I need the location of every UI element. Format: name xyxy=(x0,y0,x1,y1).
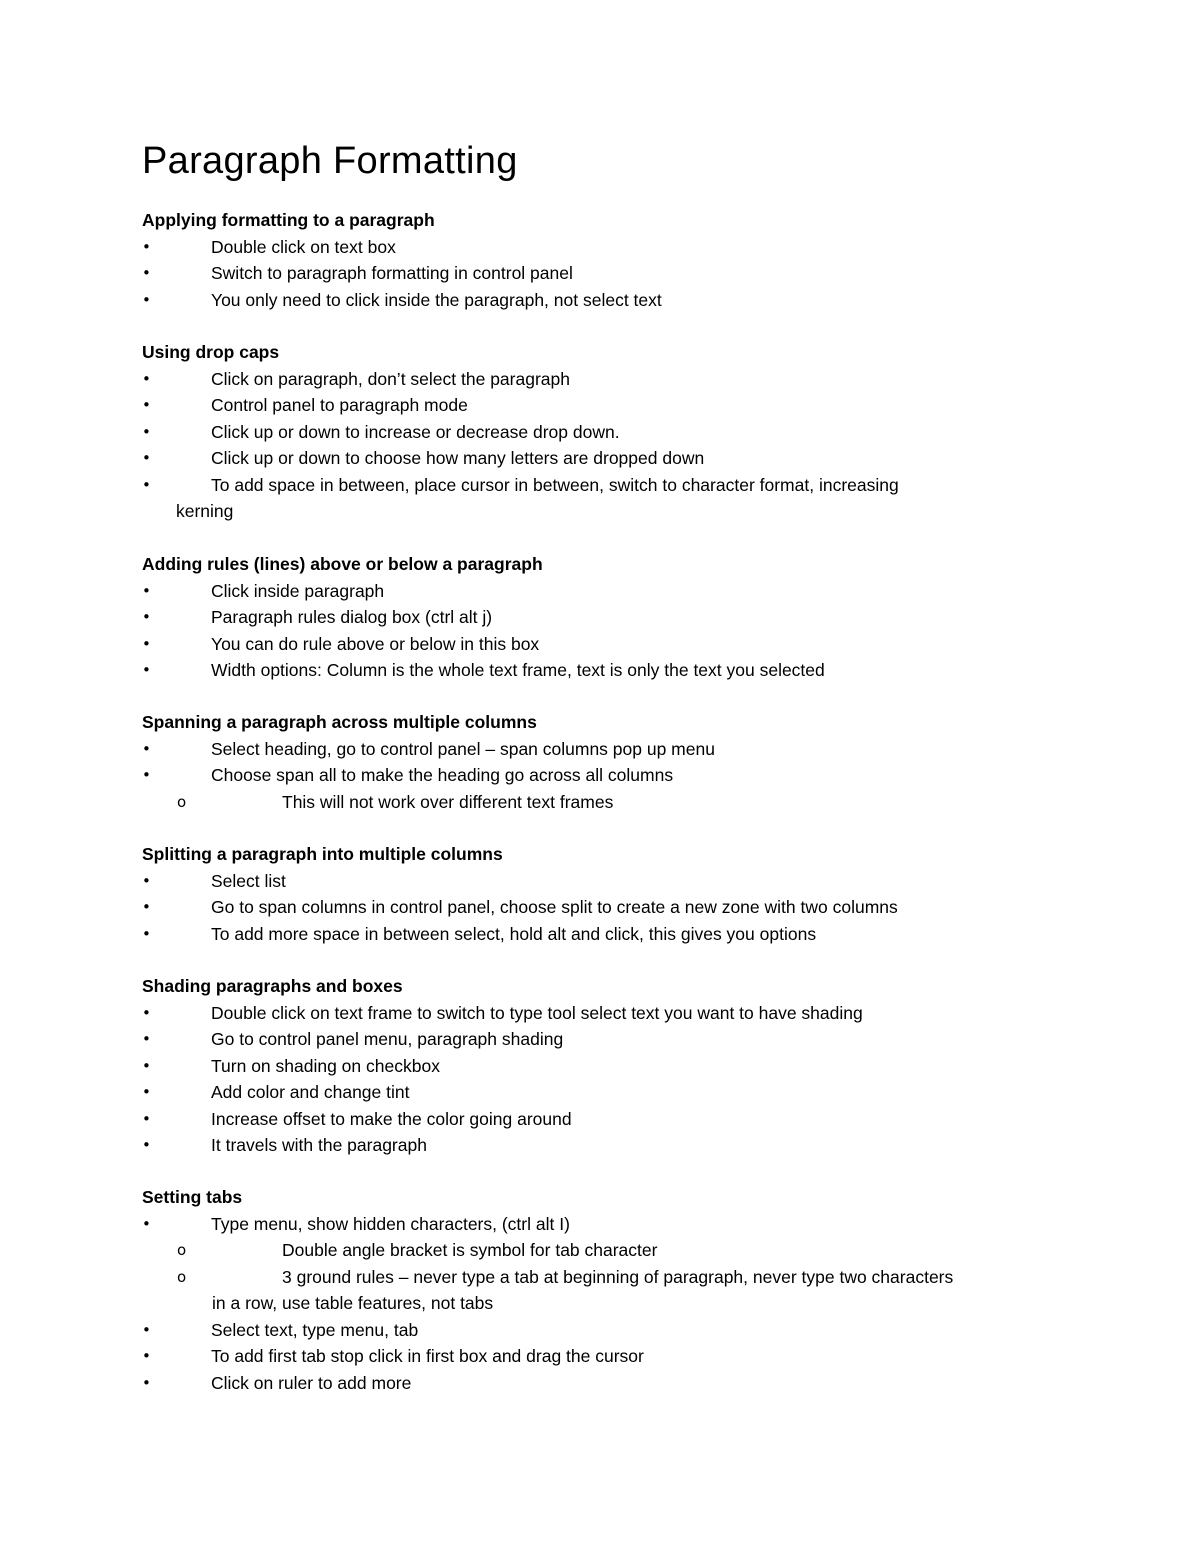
section-heading: Using drop caps xyxy=(142,342,280,362)
sub-bullet-marker: o xyxy=(177,1267,187,1286)
list-item: • You only need to click inside the paragraph, not select text xyxy=(142,287,662,314)
list-item: • Paragraph rules dialog box (ctrl alt j) xyxy=(142,604,825,631)
bullet-marker: • xyxy=(142,1320,151,1339)
section-spanning xyxy=(142,709,715,815)
bullet-marker: • xyxy=(142,608,151,626)
list-item: • Switch to paragraph formatting in control panel xyxy=(142,260,662,287)
bullet-marker: • xyxy=(142,1347,151,1365)
list-item: • Add color and change tint xyxy=(142,1079,863,1106)
bullet-marker: • xyxy=(142,1214,151,1233)
list-item: • It travels with the paragraph xyxy=(142,1132,863,1159)
list-item-continuation: kerning xyxy=(176,501,234,521)
bullet-marker: • xyxy=(142,475,151,494)
list-item: • Click up or down to choose how many letters are dropped down xyxy=(142,445,899,472)
bullet-marker: • xyxy=(142,422,151,441)
list-item: • Type menu, show hidden characters, (ctrl alt I) xyxy=(142,1211,953,1238)
section-drop-caps xyxy=(142,339,899,525)
page-title: Paragraph Formatting xyxy=(142,140,518,182)
bullet-marker: • xyxy=(142,634,151,653)
bullet-marker: • xyxy=(142,766,151,784)
section-heading: Applying formatting to a paragraph xyxy=(142,210,435,230)
bullet-marker: • xyxy=(142,1056,151,1075)
list-item: • To add more space in between select, hold alt and click, this gives you options xyxy=(142,921,898,948)
list-item: • Go to span columns in control panel, choose split to create a new zone with two columns xyxy=(142,894,898,921)
list-item: • Turn on shading on checkbox xyxy=(142,1053,863,1080)
bullet-marker: • xyxy=(142,739,151,758)
bullet-marker: • xyxy=(142,396,151,414)
bullet-marker: • xyxy=(142,661,151,679)
section-heading: Splitting a paragraph into multiple columns xyxy=(142,844,503,864)
section-heading: Spanning a paragraph across multiple columns xyxy=(142,712,537,732)
list-item: • Double click on text box xyxy=(142,234,662,261)
section-adding-rules xyxy=(142,551,825,684)
bullet-marker: • xyxy=(142,1083,151,1101)
sub-list-item: o Double angle bracket is symbol for tab character xyxy=(142,1237,953,1264)
list-item: • Click inside paragraph xyxy=(142,578,825,605)
sub-list-item: o This will not work over different text frames xyxy=(142,789,715,816)
list-item: • Increase offset to make the color going around xyxy=(142,1106,863,1133)
bullet-marker: • xyxy=(142,924,151,943)
section-heading: Adding rules (lines) above or below a paragraph xyxy=(142,554,543,574)
list-item: • Control panel to paragraph mode xyxy=(142,392,899,419)
section-heading: Shading paragraphs and boxes xyxy=(142,976,403,996)
list-item: • To add first tab stop click in first box and drag the cursor xyxy=(142,1343,953,1370)
list-item: • Choose span all to make the heading go across all columns xyxy=(142,762,715,789)
bullet-marker: • xyxy=(142,449,151,467)
bullet-marker: • xyxy=(142,1373,151,1392)
bullet-marker: • xyxy=(142,237,151,256)
bullet-marker: • xyxy=(142,290,151,309)
sub-list-item: o 3 ground rules – never type a tab at beginning of paragraph, never type two characters in a row, use table features, not tabs xyxy=(142,1264,953,1317)
list-item: • Click up or down to increase or decrease drop down. xyxy=(142,419,899,446)
bullet-marker: • xyxy=(142,1109,151,1128)
list-item-continuation: in a row, use table features, not tabs xyxy=(212,1293,494,1313)
bullet-marker: • xyxy=(142,1003,151,1022)
bullet-marker: • xyxy=(142,1136,151,1154)
bullet-marker: • xyxy=(142,1030,151,1048)
list-item: • To add space in between, place cursor in between, switch to character format, increasing kerning xyxy=(142,472,899,525)
bullet-marker: • xyxy=(142,369,151,388)
section-splitting xyxy=(142,841,898,947)
list-item: • Double click on text frame to switch to type tool select text you want to have shading xyxy=(142,1000,863,1027)
list-item: • Click on paragraph, don’t select the paragraph xyxy=(142,366,899,393)
list-item: • Click on ruler to add more xyxy=(142,1370,953,1397)
list-item: • Select list xyxy=(142,868,898,895)
bullet-marker: • xyxy=(142,581,151,600)
section-setting-tabs xyxy=(142,1184,953,1396)
bullet-marker: • xyxy=(142,871,151,890)
sub-bullet-marker: o xyxy=(177,1241,187,1259)
section-applying-formatting xyxy=(142,207,662,313)
list-item: • Go to control panel menu, paragraph shading xyxy=(142,1026,863,1053)
section-heading: Setting tabs xyxy=(142,1187,243,1207)
bullet-marker: • xyxy=(142,264,151,282)
list-item: • You can do rule above or below in this box xyxy=(142,631,825,658)
sub-bullet-marker: o xyxy=(177,792,187,811)
section-shading xyxy=(142,973,863,1159)
list-item: • Select text, type menu, tab xyxy=(142,1317,953,1344)
list-item: • Width options: Column is the whole text frame, text is only the text you selected xyxy=(142,657,825,684)
bullet-marker: • xyxy=(142,898,151,916)
list-item: • Select heading, go to control panel – span columns pop up menu xyxy=(142,736,715,763)
